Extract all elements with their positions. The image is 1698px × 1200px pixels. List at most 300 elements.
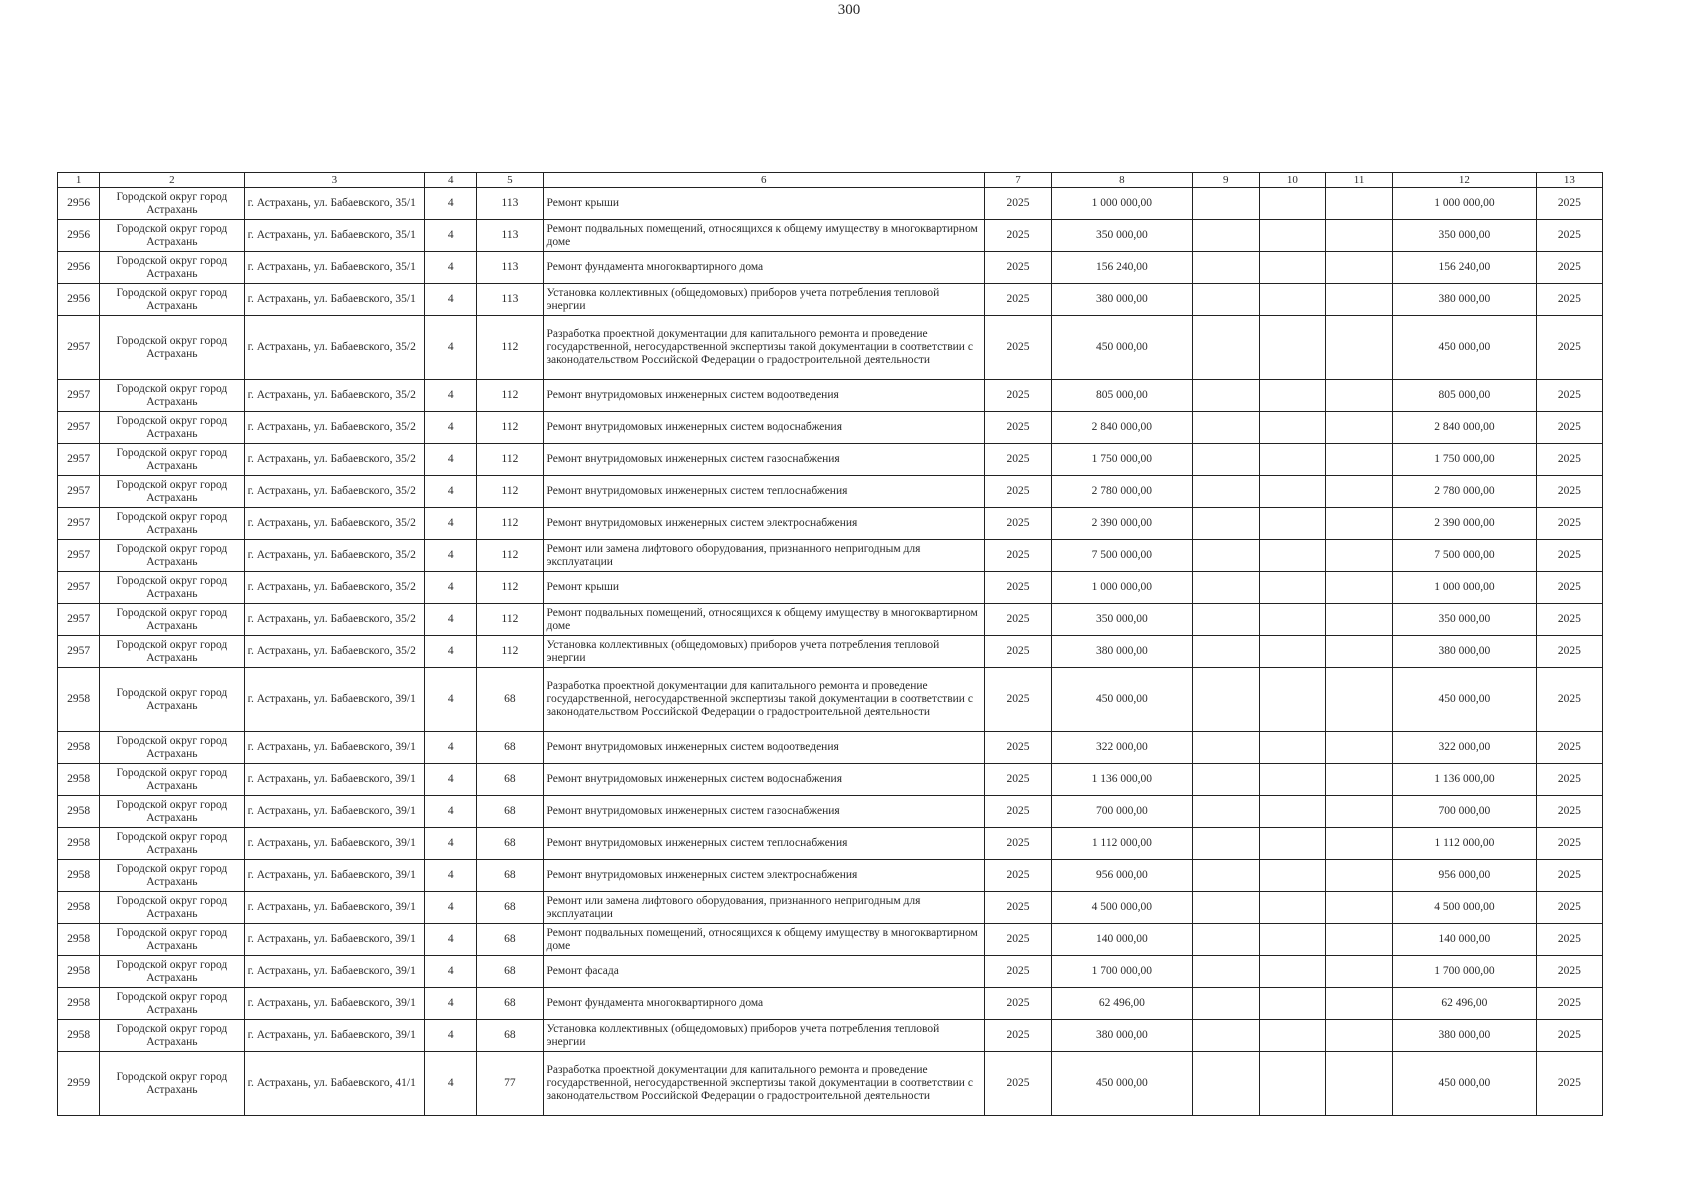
- cost-cell: 4 500 000,00: [1052, 892, 1192, 924]
- cost-cell: 380 000,00: [1052, 1020, 1192, 1052]
- total-cost-cell: 4 500 000,00: [1393, 892, 1536, 924]
- col9-cell: [1192, 284, 1259, 316]
- col4-cell: 4: [425, 764, 477, 796]
- address-cell: г. Астрахань, ул. Бабаевского, 35/2: [244, 444, 425, 476]
- page-number: 300: [837, 2, 861, 18]
- col11-cell: [1326, 796, 1393, 828]
- table-row: [58, 988, 1603, 1020]
- year-cell: 2025: [984, 796, 1051, 828]
- column-header-12: 12: [1393, 173, 1536, 188]
- municipality-cell: Городской округ город Астрахань: [100, 988, 244, 1020]
- col4-cell: 4: [425, 508, 477, 540]
- end-year-cell: 2025: [1536, 796, 1602, 828]
- cost-cell: 1 136 000,00: [1052, 764, 1192, 796]
- col4-cell: 4: [425, 380, 477, 412]
- row-number-cell: 2957: [58, 444, 100, 476]
- col11-cell: [1326, 444, 1393, 476]
- col5-cell: 68: [477, 732, 543, 764]
- municipality-cell: Городской округ город Астрахань: [100, 252, 244, 284]
- col4-cell: 4: [425, 412, 477, 444]
- address-cell: г. Астрахань, ул. Бабаевского, 39/1: [244, 956, 425, 988]
- year-cell: 2025: [984, 540, 1051, 572]
- year-cell: 2025: [984, 668, 1051, 732]
- col9-cell: [1192, 988, 1259, 1020]
- column-header-1: 1: [58, 173, 100, 188]
- col9-cell: [1192, 956, 1259, 988]
- col10-cell: [1259, 252, 1325, 284]
- work-type-cell: Ремонт фундамента многоквартирного дома: [543, 252, 984, 284]
- table-row: [58, 924, 1603, 956]
- end-year-cell: 2025: [1536, 220, 1602, 252]
- col4-cell: 4: [425, 732, 477, 764]
- work-type-cell: Разработка проектной документации для капитального ремонта и проведение государственной, негосударственной экспертизы такой документации в соответствии с законодательством Российской Федерации о градостроительной деятельности: [543, 316, 984, 380]
- col11-cell: [1326, 668, 1393, 732]
- work-type-cell: Разработка проектной документации для капитального ремонта и проведение государственной, негосударственной экспертизы такой документации в соответствии с законодательством Российской Федерации о градостроительной деятельности: [543, 668, 984, 732]
- address-cell: г. Астрахань, ул. Бабаевского, 35/2: [244, 476, 425, 508]
- end-year-cell: 2025: [1536, 956, 1602, 988]
- year-cell: 2025: [984, 924, 1051, 956]
- cost-cell: 140 000,00: [1052, 924, 1192, 956]
- cost-cell: 1 750 000,00: [1052, 444, 1192, 476]
- total-cost-cell: 1 750 000,00: [1393, 444, 1536, 476]
- row-number-cell: 2956: [58, 188, 100, 220]
- total-cost-cell: 450 000,00: [1393, 1052, 1536, 1116]
- col5-cell: 112: [477, 380, 543, 412]
- table-row: [58, 412, 1603, 444]
- col5-cell: 112: [477, 444, 543, 476]
- col9-cell: [1192, 188, 1259, 220]
- col10-cell: [1259, 380, 1325, 412]
- cost-cell: 450 000,00: [1052, 316, 1192, 380]
- cost-cell: 450 000,00: [1052, 668, 1192, 732]
- address-cell: г. Астрахань, ул. Бабаевского, 35/2: [244, 316, 425, 380]
- col4-cell: 4: [425, 988, 477, 1020]
- col10-cell: [1259, 444, 1325, 476]
- end-year-cell: 2025: [1536, 668, 1602, 732]
- address-cell: г. Астрахань, ул. Бабаевского, 41/1: [244, 1052, 425, 1116]
- col5-cell: 113: [477, 252, 543, 284]
- col11-cell: [1326, 572, 1393, 604]
- col11-cell: [1326, 892, 1393, 924]
- col10-cell: [1259, 572, 1325, 604]
- work-type-cell: Ремонт крыши: [543, 188, 984, 220]
- row-number-cell: 2956: [58, 220, 100, 252]
- col4-cell: 4: [425, 1052, 477, 1116]
- col11-cell: [1326, 1052, 1393, 1116]
- total-cost-cell: 700 000,00: [1393, 796, 1536, 828]
- total-cost-cell: 450 000,00: [1393, 316, 1536, 380]
- table-row: [58, 668, 1603, 732]
- col5-cell: 68: [477, 892, 543, 924]
- total-cost-cell: 1 000 000,00: [1393, 188, 1536, 220]
- col11-cell: [1326, 764, 1393, 796]
- year-cell: 2025: [984, 764, 1051, 796]
- col9-cell: [1192, 220, 1259, 252]
- table-row: [58, 508, 1603, 540]
- column-header-13: 13: [1536, 173, 1602, 188]
- col11-cell: [1326, 540, 1393, 572]
- row-number-cell: 2957: [58, 540, 100, 572]
- end-year-cell: 2025: [1536, 828, 1602, 860]
- end-year-cell: 2025: [1536, 508, 1602, 540]
- row-number-cell: 2956: [58, 284, 100, 316]
- col5-cell: 68: [477, 796, 543, 828]
- row-number-cell: 2958: [58, 924, 100, 956]
- total-cost-cell: 805 000,00: [1393, 380, 1536, 412]
- municipality-cell: Городской округ город Астрахань: [100, 668, 244, 732]
- end-year-cell: 2025: [1536, 1020, 1602, 1052]
- col5-cell: 112: [477, 412, 543, 444]
- col10-cell: [1259, 1020, 1325, 1052]
- cost-cell: 322 000,00: [1052, 732, 1192, 764]
- year-cell: 2025: [984, 956, 1051, 988]
- municipality-cell: Городской округ город Астрахань: [100, 380, 244, 412]
- address-cell: г. Астрахань, ул. Бабаевского, 39/1: [244, 732, 425, 764]
- col11-cell: [1326, 508, 1393, 540]
- total-cost-cell: 2 780 000,00: [1393, 476, 1536, 508]
- col9-cell: [1192, 828, 1259, 860]
- col10-cell: [1259, 476, 1325, 508]
- work-type-cell: Ремонт фасада: [543, 956, 984, 988]
- municipality-cell: Городской округ город Астрахань: [100, 572, 244, 604]
- municipality-cell: Городской округ город Астрахань: [100, 316, 244, 380]
- table-row: [58, 476, 1603, 508]
- municipality-cell: Городской округ город Астрахань: [100, 412, 244, 444]
- cost-cell: 1 700 000,00: [1052, 956, 1192, 988]
- end-year-cell: 2025: [1536, 924, 1602, 956]
- cost-cell: 700 000,00: [1052, 796, 1192, 828]
- total-cost-cell: 7 500 000,00: [1393, 540, 1536, 572]
- year-cell: 2025: [984, 284, 1051, 316]
- year-cell: 2025: [984, 732, 1051, 764]
- total-cost-cell: 2 390 000,00: [1393, 508, 1536, 540]
- year-cell: 2025: [984, 444, 1051, 476]
- work-type-cell: Ремонт подвальных помещений, относящихся к общему имуществу в многоквартирном доме: [543, 220, 984, 252]
- col4-cell: 4: [425, 188, 477, 220]
- end-year-cell: 2025: [1536, 892, 1602, 924]
- total-cost-cell: 322 000,00: [1393, 732, 1536, 764]
- work-type-cell: Ремонт или замена лифтового оборудования, признанного непригодным для эксплуатации: [543, 892, 984, 924]
- col5-cell: 112: [477, 508, 543, 540]
- work-type-cell: Ремонт внутридомовых инженерных систем электроснабжения: [543, 508, 984, 540]
- col10-cell: [1259, 732, 1325, 764]
- table-row: [58, 764, 1603, 796]
- col4-cell: 4: [425, 892, 477, 924]
- col11-cell: [1326, 316, 1393, 380]
- table-row: [58, 252, 1603, 284]
- year-cell: 2025: [984, 476, 1051, 508]
- municipality-cell: Городской округ город Астрахань: [100, 828, 244, 860]
- col11-cell: [1326, 252, 1393, 284]
- col11-cell: [1326, 188, 1393, 220]
- total-cost-cell: 140 000,00: [1393, 924, 1536, 956]
- address-cell: г. Астрахань, ул. Бабаевского, 39/1: [244, 988, 425, 1020]
- col4-cell: 4: [425, 1020, 477, 1052]
- year-cell: 2025: [984, 860, 1051, 892]
- end-year-cell: 2025: [1536, 988, 1602, 1020]
- column-header-3: 3: [244, 173, 425, 188]
- municipality-cell: Городской округ город Астрахань: [100, 732, 244, 764]
- table-row: [58, 860, 1603, 892]
- address-cell: г. Астрахань, ул. Бабаевского, 35/2: [244, 508, 425, 540]
- table-row: [58, 956, 1603, 988]
- col9-cell: [1192, 892, 1259, 924]
- year-cell: 2025: [984, 1052, 1051, 1116]
- row-number-cell: 2958: [58, 1020, 100, 1052]
- col10-cell: [1259, 956, 1325, 988]
- col5-cell: 112: [477, 316, 543, 380]
- cost-cell: 450 000,00: [1052, 1052, 1192, 1116]
- end-year-cell: 2025: [1536, 188, 1602, 220]
- row-number-cell: 2957: [58, 476, 100, 508]
- col4-cell: 4: [425, 924, 477, 956]
- year-cell: 2025: [984, 1020, 1051, 1052]
- col9-cell: [1192, 796, 1259, 828]
- end-year-cell: 2025: [1536, 252, 1602, 284]
- col9-cell: [1192, 604, 1259, 636]
- column-header-11: 11: [1326, 173, 1393, 188]
- total-cost-cell: 62 496,00: [1393, 988, 1536, 1020]
- col11-cell: [1326, 636, 1393, 668]
- total-cost-cell: 1 136 000,00: [1393, 764, 1536, 796]
- table-row: [58, 380, 1603, 412]
- column-header-4: 4: [425, 173, 477, 188]
- row-number-cell: 2958: [58, 732, 100, 764]
- row-number-cell: 2957: [58, 604, 100, 636]
- address-cell: г. Астрахань, ул. Бабаевского, 39/1: [244, 892, 425, 924]
- col10-cell: [1259, 188, 1325, 220]
- end-year-cell: 2025: [1536, 572, 1602, 604]
- col4-cell: 4: [425, 220, 477, 252]
- address-cell: г. Астрахань, ул. Бабаевского, 39/1: [244, 796, 425, 828]
- year-cell: 2025: [984, 988, 1051, 1020]
- column-header-6: 6: [543, 173, 984, 188]
- col9-cell: [1192, 540, 1259, 572]
- work-type-cell: Установка коллективных (общедомовых) приборов учета потребления тепловой энергии: [543, 284, 984, 316]
- total-cost-cell: 380 000,00: [1393, 284, 1536, 316]
- work-type-cell: Ремонт внутридомовых инженерных систем теплоснабжения: [543, 828, 984, 860]
- col10-cell: [1259, 796, 1325, 828]
- address-cell: г. Астрахань, ул. Бабаевского, 35/1: [244, 284, 425, 316]
- total-cost-cell: 2 840 000,00: [1393, 412, 1536, 444]
- address-cell: г. Астрахань, ул. Бабаевского, 39/1: [244, 860, 425, 892]
- col11-cell: [1326, 860, 1393, 892]
- table-row: [58, 444, 1603, 476]
- municipality-cell: Городской округ город Астрахань: [100, 476, 244, 508]
- table-row: [58, 1052, 1603, 1116]
- table-row: [58, 188, 1603, 220]
- col9-cell: [1192, 1052, 1259, 1116]
- col5-cell: 112: [477, 476, 543, 508]
- col9-cell: [1192, 764, 1259, 796]
- address-cell: г. Астрахань, ул. Бабаевского, 39/1: [244, 924, 425, 956]
- address-cell: г. Астрахань, ул. Бабаевского, 39/1: [244, 828, 425, 860]
- cost-cell: 156 240,00: [1052, 252, 1192, 284]
- table-row: [58, 828, 1603, 860]
- end-year-cell: 2025: [1536, 636, 1602, 668]
- row-number-cell: 2958: [58, 764, 100, 796]
- end-year-cell: 2025: [1536, 380, 1602, 412]
- row-number-cell: 2958: [58, 892, 100, 924]
- col4-cell: 4: [425, 828, 477, 860]
- municipality-cell: Городской округ город Астрахань: [100, 764, 244, 796]
- row-number-cell: 2959: [58, 1052, 100, 1116]
- row-number-cell: 2958: [58, 828, 100, 860]
- end-year-cell: 2025: [1536, 444, 1602, 476]
- municipality-cell: Городской округ город Астрахань: [100, 508, 244, 540]
- row-number-cell: 2958: [58, 988, 100, 1020]
- work-type-cell: Ремонт внутридомовых инженерных систем теплоснабжения: [543, 476, 984, 508]
- total-cost-cell: 350 000,00: [1393, 604, 1536, 636]
- address-cell: г. Астрахань, ул. Бабаевского, 35/2: [244, 380, 425, 412]
- address-cell: г. Астрахань, ул. Бабаевского, 35/2: [244, 604, 425, 636]
- work-type-cell: Ремонт крыши: [543, 572, 984, 604]
- municipality-cell: Городской округ город Астрахань: [100, 444, 244, 476]
- column-header-8: 8: [1052, 173, 1192, 188]
- col4-cell: 4: [425, 284, 477, 316]
- work-type-cell: Ремонт внутридомовых инженерных систем водоснабжения: [543, 764, 984, 796]
- row-number-cell: 2958: [58, 860, 100, 892]
- row-number-cell: 2958: [58, 796, 100, 828]
- cost-cell: 2 780 000,00: [1052, 476, 1192, 508]
- col10-cell: [1259, 316, 1325, 380]
- municipality-cell: Городской округ город Астрахань: [100, 604, 244, 636]
- col10-cell: [1259, 892, 1325, 924]
- col4-cell: 4: [425, 252, 477, 284]
- col9-cell: [1192, 1020, 1259, 1052]
- column-header-7: 7: [984, 173, 1051, 188]
- end-year-cell: 2025: [1536, 284, 1602, 316]
- year-cell: 2025: [984, 636, 1051, 668]
- col5-cell: 68: [477, 988, 543, 1020]
- municipality-cell: Городской округ город Астрахань: [100, 892, 244, 924]
- col11-cell: [1326, 956, 1393, 988]
- end-year-cell: 2025: [1536, 1052, 1602, 1116]
- year-cell: 2025: [984, 412, 1051, 444]
- col9-cell: [1192, 316, 1259, 380]
- col9-cell: [1192, 444, 1259, 476]
- row-number-cell: 2957: [58, 316, 100, 380]
- address-cell: г. Астрахань, ул. Бабаевского, 35/1: [244, 252, 425, 284]
- work-type-cell: Ремонт фундамента многоквартирного дома: [543, 988, 984, 1020]
- column-header-5: 5: [477, 173, 543, 188]
- table-row: [58, 636, 1603, 668]
- municipality-cell: Городской округ город Астрахань: [100, 284, 244, 316]
- table-row: [58, 892, 1603, 924]
- total-cost-cell: 1 700 000,00: [1393, 956, 1536, 988]
- col10-cell: [1259, 540, 1325, 572]
- municipality-cell: Городской округ город Астрахань: [100, 860, 244, 892]
- col10-cell: [1259, 284, 1325, 316]
- address-cell: г. Астрахань, ул. Бабаевского, 35/2: [244, 412, 425, 444]
- row-number-cell: 2957: [58, 508, 100, 540]
- col11-cell: [1326, 412, 1393, 444]
- col5-cell: 68: [477, 924, 543, 956]
- cost-cell: 380 000,00: [1052, 636, 1192, 668]
- year-cell: 2025: [984, 892, 1051, 924]
- col11-cell: [1326, 476, 1393, 508]
- row-number-cell: 2957: [58, 380, 100, 412]
- municipality-cell: Городской округ город Астрахань: [100, 796, 244, 828]
- year-cell: 2025: [984, 508, 1051, 540]
- work-type-cell: Установка коллективных (общедомовых) приборов учета потребления тепловой энергии: [543, 1020, 984, 1052]
- col10-cell: [1259, 412, 1325, 444]
- municipality-cell: Городской округ город Астрахань: [100, 1020, 244, 1052]
- cost-cell: 1 000 000,00: [1052, 188, 1192, 220]
- total-cost-cell: 380 000,00: [1393, 1020, 1536, 1052]
- end-year-cell: 2025: [1536, 732, 1602, 764]
- work-type-cell: Ремонт внутридомовых инженерных систем газоснабжения: [543, 796, 984, 828]
- year-cell: 2025: [984, 188, 1051, 220]
- col4-cell: 4: [425, 668, 477, 732]
- col11-cell: [1326, 380, 1393, 412]
- col5-cell: 77: [477, 1052, 543, 1116]
- col9-cell: [1192, 860, 1259, 892]
- col11-cell: [1326, 604, 1393, 636]
- municipality-cell: Городской округ город Астрахань: [100, 636, 244, 668]
- col5-cell: 68: [477, 860, 543, 892]
- end-year-cell: 2025: [1536, 476, 1602, 508]
- cost-cell: 350 000,00: [1052, 604, 1192, 636]
- work-type-cell: Ремонт внутридомовых инженерных систем водоотведения: [543, 732, 984, 764]
- cost-cell: 7 500 000,00: [1052, 540, 1192, 572]
- municipality-cell: Городской округ город Астрахань: [100, 956, 244, 988]
- address-cell: г. Астрахань, ул. Бабаевского, 35/2: [244, 636, 425, 668]
- table-row: [58, 220, 1603, 252]
- col10-cell: [1259, 764, 1325, 796]
- column-header-9: 9: [1192, 173, 1259, 188]
- cost-cell: 2 840 000,00: [1052, 412, 1192, 444]
- col10-cell: [1259, 924, 1325, 956]
- col9-cell: [1192, 508, 1259, 540]
- end-year-cell: 2025: [1536, 540, 1602, 572]
- col4-cell: 4: [425, 956, 477, 988]
- table-row: [58, 796, 1603, 828]
- address-cell: г. Астрахань, ул. Бабаевского, 35/2: [244, 572, 425, 604]
- col5-cell: 112: [477, 636, 543, 668]
- municipality-cell: Городской округ город Астрахань: [100, 924, 244, 956]
- col5-cell: 113: [477, 284, 543, 316]
- col11-cell: [1326, 284, 1393, 316]
- col4-cell: 4: [425, 860, 477, 892]
- cost-cell: 62 496,00: [1052, 988, 1192, 1020]
- total-cost-cell: 450 000,00: [1393, 668, 1536, 732]
- col9-cell: [1192, 924, 1259, 956]
- address-cell: г. Астрахань, ул. Бабаевского, 35/1: [244, 188, 425, 220]
- municipality-cell: Городской округ город Астрахань: [100, 220, 244, 252]
- row-number-cell: 2957: [58, 636, 100, 668]
- row-number-cell: 2957: [58, 572, 100, 604]
- total-cost-cell: 1 000 000,00: [1393, 572, 1536, 604]
- col4-cell: 4: [425, 444, 477, 476]
- cost-cell: 2 390 000,00: [1052, 508, 1192, 540]
- table-row: [58, 732, 1603, 764]
- end-year-cell: 2025: [1536, 604, 1602, 636]
- col11-cell: [1326, 828, 1393, 860]
- col10-cell: [1259, 508, 1325, 540]
- col10-cell: [1259, 828, 1325, 860]
- col10-cell: [1259, 604, 1325, 636]
- work-type-cell: Ремонт внутридомовых инженерных систем газоснабжения: [543, 444, 984, 476]
- address-cell: г. Астрахань, ул. Бабаевского, 35/2: [244, 540, 425, 572]
- cost-cell: 956 000,00: [1052, 860, 1192, 892]
- col5-cell: 112: [477, 604, 543, 636]
- col10-cell: [1259, 636, 1325, 668]
- col5-cell: 68: [477, 668, 543, 732]
- col4-cell: 4: [425, 796, 477, 828]
- col11-cell: [1326, 220, 1393, 252]
- table-row: [58, 572, 1603, 604]
